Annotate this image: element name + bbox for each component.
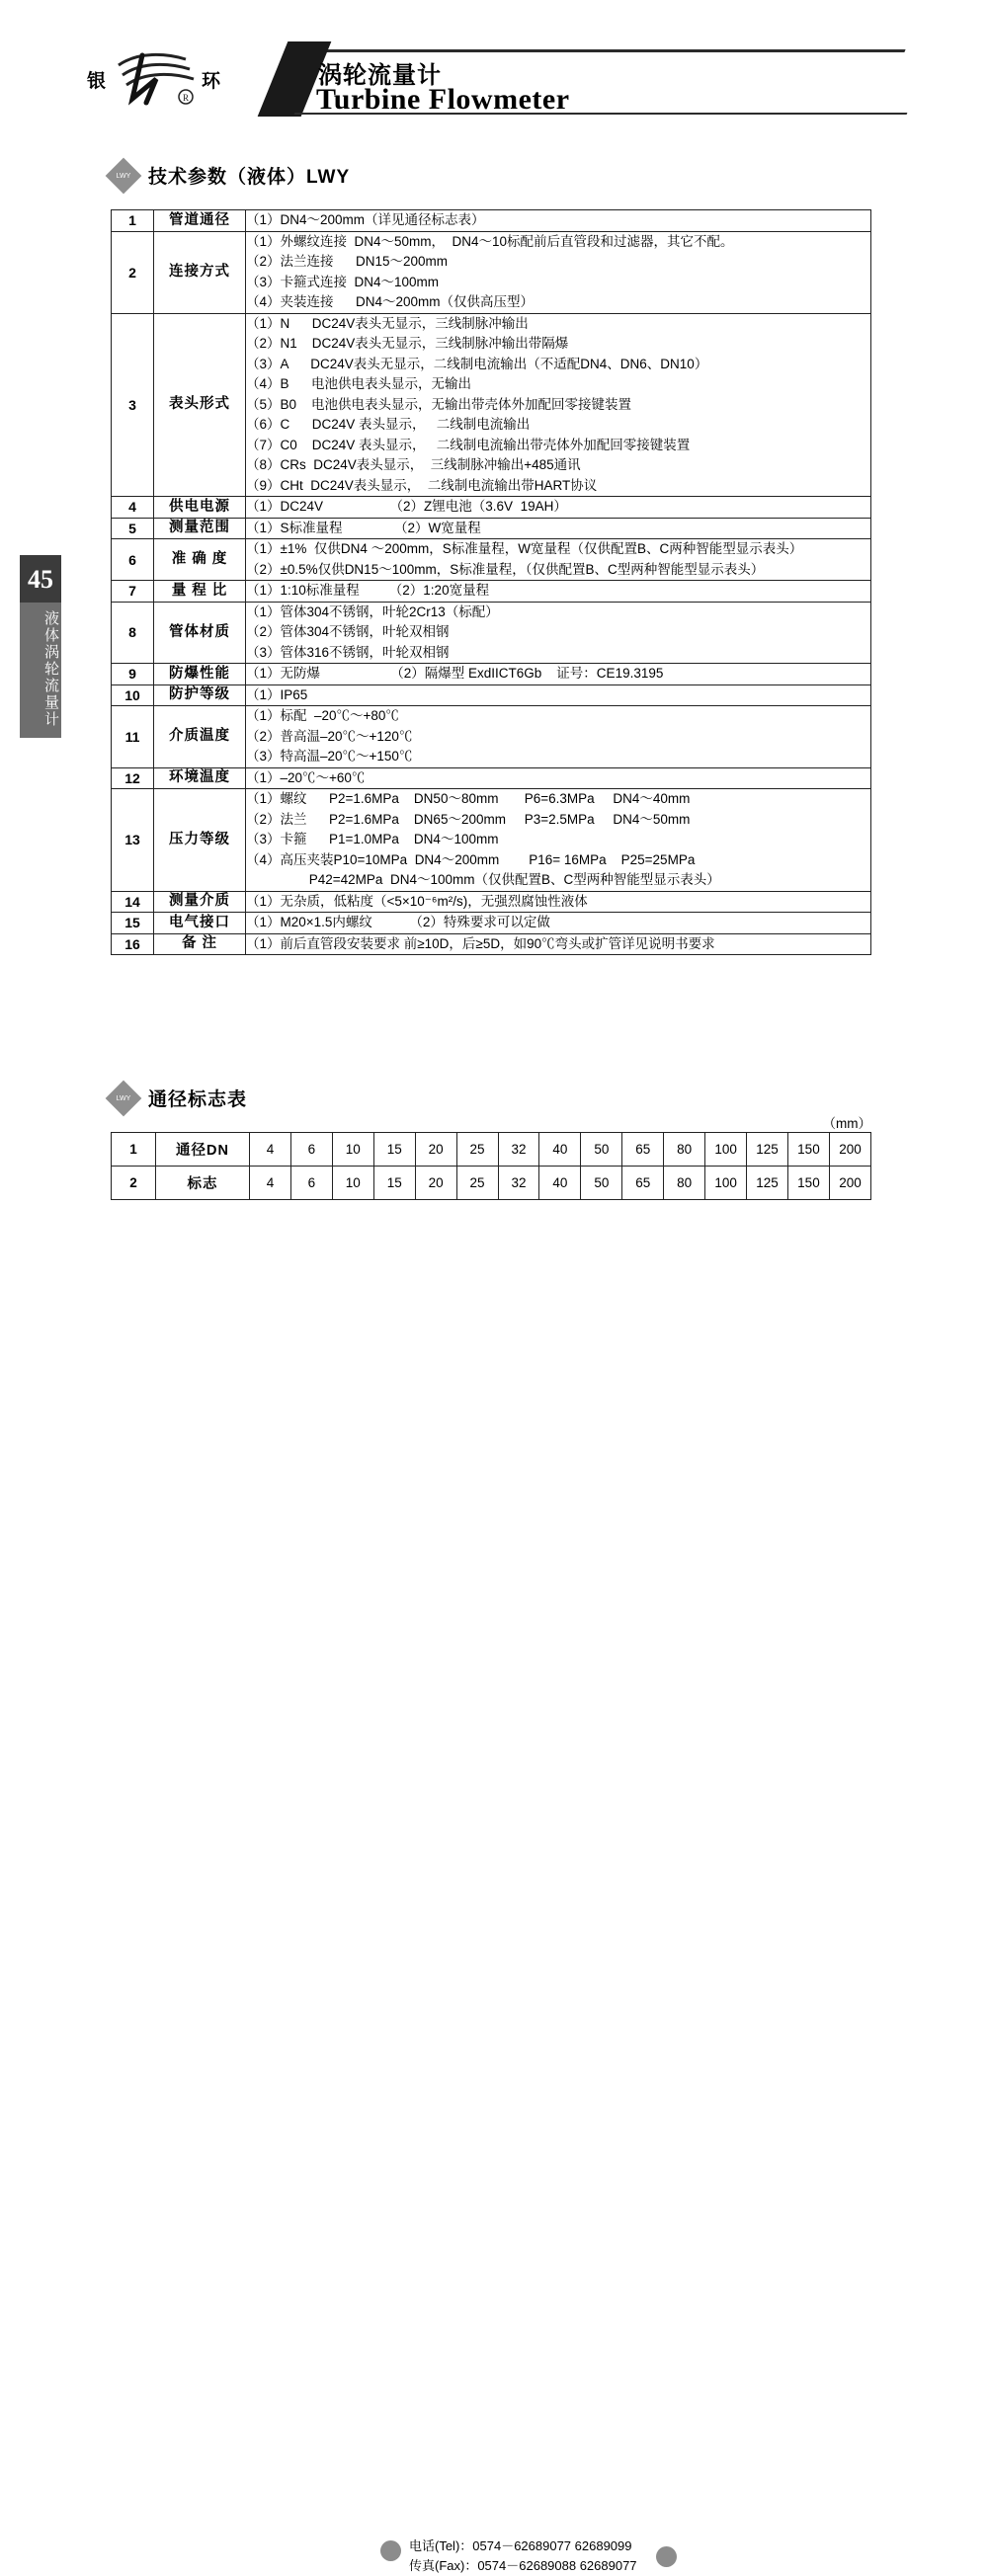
spec-row-number: 11	[112, 706, 154, 768]
spec-value-line: （1）标配 –20℃～+80℃	[246, 708, 399, 723]
spec-row-label: 管体材质	[154, 602, 246, 664]
spec-row-label: 环境温度	[154, 767, 246, 789]
spec-value-line: （2）管体304不锈钢，叶轮双相钢	[246, 624, 450, 639]
spec-value-line: （4）夹装连接 DN4～200mm（仅供高压型）	[246, 294, 535, 309]
spec-row-value	[246, 518, 871, 539]
dn-cell: 65	[622, 1133, 664, 1167]
spec-row-number: 3	[112, 313, 154, 497]
spec-row-label: 表头形式	[154, 313, 246, 497]
dn-cell: 200	[829, 1133, 870, 1167]
spec-row-label: 备 注	[154, 933, 246, 955]
footer-dot-left-icon	[380, 2540, 401, 2561]
spec-value-line: （1）DN4～200mm（详见通径标志表）	[246, 212, 485, 227]
spec-row-number: 4	[112, 497, 154, 519]
spec-row-label: 压力等级	[154, 789, 246, 892]
dn-cell: 125	[747, 1167, 788, 1200]
dn-cell: 32	[498, 1133, 539, 1167]
spec-value-line: P42=42MPa DN4～100mm（仅供配置B、C型两种智能型显示表头）	[246, 872, 720, 887]
table-row	[112, 581, 871, 603]
spec-row-value	[246, 231, 871, 313]
spec-row-value	[246, 767, 871, 789]
dn-cell: 4	[250, 1167, 291, 1200]
spec-row-number: 16	[112, 933, 154, 955]
spec-row-label: 准 确 度	[154, 539, 246, 581]
spec-row-number: 6	[112, 539, 154, 581]
logo-text-right: 环	[202, 70, 221, 92]
page-footer	[0, 1266, 988, 2573]
table-row	[112, 602, 871, 664]
spec-row-number: 2	[112, 231, 154, 313]
spec-row-value	[246, 664, 871, 685]
spec-value-line: （1）管体304不锈钢，叶轮2Cr13（标配）	[246, 604, 499, 619]
spec-row-number: 9	[112, 664, 154, 685]
dn-marking-table	[111, 1132, 871, 1200]
spec-row-label: 测量介质	[154, 891, 246, 913]
table-row	[112, 539, 871, 581]
spec-value-line: （9）CHt DC24V表头显示， 二线制电流输出带HART协议	[246, 477, 598, 493]
spec-row-value	[246, 210, 871, 232]
spec-value-line: （1）N DC24V表头无显示，三线制脉冲输出	[246, 315, 529, 331]
table-row	[112, 497, 871, 519]
dn-cell: 50	[581, 1167, 622, 1200]
spec-row-label: 管道通径	[154, 210, 246, 232]
spec-row-number: 7	[112, 581, 154, 603]
header-rule-top	[301, 49, 905, 52]
table-row	[112, 1167, 871, 1200]
spec-row-label: 量 程 比	[154, 581, 246, 603]
table-row	[112, 891, 871, 913]
table-row	[112, 313, 871, 497]
page-title-cn: 涡轮流量计	[318, 62, 442, 89]
spec-value-line: （3）特高温–20℃～+150℃	[246, 749, 413, 764]
dn-cell: 20	[415, 1133, 456, 1167]
table-row	[112, 231, 871, 313]
table-row	[112, 664, 871, 685]
footer-fax: 传真(Fax)：0574－62689088 62689077	[409, 2558, 637, 2573]
dn-cell: 100	[705, 1133, 747, 1167]
spec-value-line: （2）法兰连接 DN15～200mm	[246, 254, 449, 269]
dn-cell: 32	[498, 1167, 539, 1200]
spec-row-label: 连接方式	[154, 231, 246, 313]
spec-value-line: （6）C DC24V 表头显示， 二线制电流输出	[246, 417, 531, 432]
logo-mark-icon	[113, 49, 198, 109]
dn-cell: 4	[250, 1133, 291, 1167]
table-row	[112, 684, 871, 706]
spec-row-value	[246, 602, 871, 664]
spec-row-value	[246, 684, 871, 706]
spec-row-label: 介质温度	[154, 706, 246, 768]
spec-row-value	[246, 933, 871, 955]
specification-table	[111, 209, 871, 955]
spec-row-value	[246, 789, 871, 892]
spec-row-number: 8	[112, 602, 154, 664]
spec-row-number: 10	[112, 684, 154, 706]
dn-cell: 10	[332, 1167, 373, 1200]
dn-cell: 150	[787, 1133, 829, 1167]
table-row	[112, 518, 871, 539]
spec-section-heading	[111, 162, 350, 189]
spec-value-line: （3）管体316不锈钢，叶轮双相钢	[246, 644, 450, 660]
dn-row-number: 2	[112, 1167, 156, 1200]
dn-cell: 25	[456, 1167, 498, 1200]
dn-cell: 150	[787, 1167, 829, 1200]
spec-row-value	[246, 539, 871, 581]
spec-value-line: （7）C0 DC24V 表头显示， 二线制电流输出带壳体外加配回零接键装置	[246, 437, 691, 452]
table-row	[112, 789, 871, 892]
table-row	[112, 913, 871, 934]
side-page-tab	[20, 555, 61, 738]
spec-value-line: （1）1:10标准量程 （2）1:20宽量程	[246, 583, 490, 598]
dn-cell: 15	[373, 1167, 415, 1200]
dn-cell: 125	[747, 1133, 788, 1167]
table-row	[112, 706, 871, 768]
spec-value-line: （3）A DC24V表头无显示，二线制电流输出（不适配DN4、DN6、DN10）	[246, 356, 708, 371]
dn-unit-label: （mm）	[822, 1116, 871, 1131]
dn-row-number: 1	[112, 1133, 156, 1167]
dn-cell: 80	[664, 1167, 705, 1200]
dn-cell: 10	[332, 1133, 373, 1167]
dn-cell: 6	[290, 1133, 332, 1167]
dn-cell: 100	[705, 1167, 747, 1200]
spec-value-line: （1）S标准量程 （2）W宽量程	[246, 520, 481, 535]
spec-value-line: （1）M20×1.5内螺纹 （2）特殊要求可以定做	[246, 915, 550, 929]
spec-row-number: 15	[112, 913, 154, 934]
spec-value-line: （2）±0.5%仅供DN15～100mm，S标准量程，（仅供配置B、C型两种智能型显示表头）	[246, 561, 765, 577]
dn-row-label: 通径DN	[156, 1133, 250, 1167]
dn-cell: 40	[539, 1167, 581, 1200]
spec-row-label: 测量范围	[154, 518, 246, 539]
spec-value-line: （1）IP65	[246, 686, 308, 702]
spec-row-value	[246, 913, 871, 934]
page-title-en: Turbine Flowmeter	[316, 83, 570, 116]
side-tab-label: 液体涡轮流量计	[20, 603, 61, 738]
dn-cell: 25	[456, 1133, 498, 1167]
table-row	[112, 1133, 871, 1167]
spec-value-line: （8）CRs DC24V表头显示， 三线制脉冲输出+485通讯	[246, 457, 581, 472]
page-number: 45	[28, 565, 53, 594]
spec-row-number: 14	[112, 891, 154, 913]
dn-cell: 6	[290, 1167, 332, 1200]
dn-row-label: 标志	[156, 1167, 250, 1200]
spec-value-line: （3）卡箍 P1=1.0MPa DN4～100mm	[246, 832, 499, 846]
dn-cell: 200	[829, 1167, 870, 1200]
spec-row-number: 1	[112, 210, 154, 232]
spec-value-line: （4）B 电池供电表头显示，无输出	[246, 376, 472, 391]
footer-tel: 电话(Tel)：0574－62689077 62689099	[409, 2538, 632, 2553]
page-header	[0, 0, 988, 138]
spec-value-line: （3）卡箍式连接 DN4～100mm	[246, 274, 440, 289]
spec-value-line: （5）B0 电池供电表头显示，无输出带壳体外加配回零接键装置	[246, 396, 632, 412]
spec-row-label: 电气接口	[154, 913, 246, 934]
dn-section-title: 通径标志表	[148, 1089, 248, 1110]
table-row	[112, 767, 871, 789]
spec-value-line: （1）无防爆 （2）隔爆型 ExdIICT6Gb 证号：CE19.3195	[246, 666, 664, 681]
table-row	[112, 210, 871, 232]
spec-value-line: （1）±1% 仅供DN4 ～200mm，S标准量程，W宽量程（仅供配置B、C两种智能型显示表头）	[246, 541, 803, 556]
spec-row-value	[246, 497, 871, 519]
spec-value-line: （2）N1 DC24V表头无显示，三线制脉冲输出带隔爆	[246, 336, 569, 351]
spec-row-value	[246, 706, 871, 768]
spec-row-number: 5	[112, 518, 154, 539]
spec-section-title: 技术参数（液体）LWY	[148, 167, 351, 188]
diamond-badge-icon: LWY	[106, 157, 142, 194]
spec-row-value	[246, 581, 871, 603]
spec-value-line: （1）DC24V （2）Z锂电池（3.6V 19AH）	[246, 499, 567, 514]
spec-row-number: 13	[112, 789, 154, 892]
dn-cell: 80	[664, 1133, 705, 1167]
dn-cell: 15	[373, 1133, 415, 1167]
dn-cell: 65	[622, 1167, 664, 1200]
table-row	[112, 933, 871, 955]
dn-cell: 20	[415, 1167, 456, 1200]
spec-row-label: 供电电源	[154, 497, 246, 519]
spec-value-line: （1）外螺纹连接 DN4～50mm， DN4～10标配前后直管段和过滤器，其它不配。	[246, 233, 734, 249]
spec-value-line: （1）–20℃～+60℃	[246, 769, 366, 785]
spec-row-value	[246, 891, 871, 913]
spec-value-line: （4）高压夹装P10=10MPa DN4～200mm P16= 16MPa P25=25MPa	[246, 851, 696, 867]
logo-text-left: 银	[87, 70, 108, 92]
spec-row-label: 防护等级	[154, 684, 246, 706]
spec-value-line: （1）螺纹 P2=1.6MPa DN50～80mm P6=6.3MPa DN4～40mm	[246, 791, 691, 806]
spec-row-value	[246, 313, 871, 497]
spec-value-line: （1）前后直管段安装要求 前≥10D，后≥5D，如90℃弯头或扩管详见说明书要求	[246, 935, 715, 951]
spec-row-number: 12	[112, 767, 154, 789]
footer-dot-right-icon	[656, 2546, 677, 2567]
svg-text:R: R	[183, 93, 190, 103]
spec-value-line: （1）无杂质，低粘度（<5×10⁻⁶m²/s)，无强烈腐蚀性液体	[246, 893, 588, 909]
spec-value-line: （2）法兰 P2=1.6MPa DN65～200mm P3=2.5MPa DN4～50mm	[246, 811, 691, 827]
dn-cell: 40	[539, 1133, 581, 1167]
spec-row-label: 防爆性能	[154, 664, 246, 685]
spec-value-line: （2）普高温–20℃～+120℃	[246, 728, 413, 744]
dn-cell: 50	[581, 1133, 622, 1167]
company-logo	[87, 43, 275, 115]
dn-section-heading	[111, 1085, 247, 1111]
diamond-badge-icon: LWY	[106, 1080, 142, 1116]
